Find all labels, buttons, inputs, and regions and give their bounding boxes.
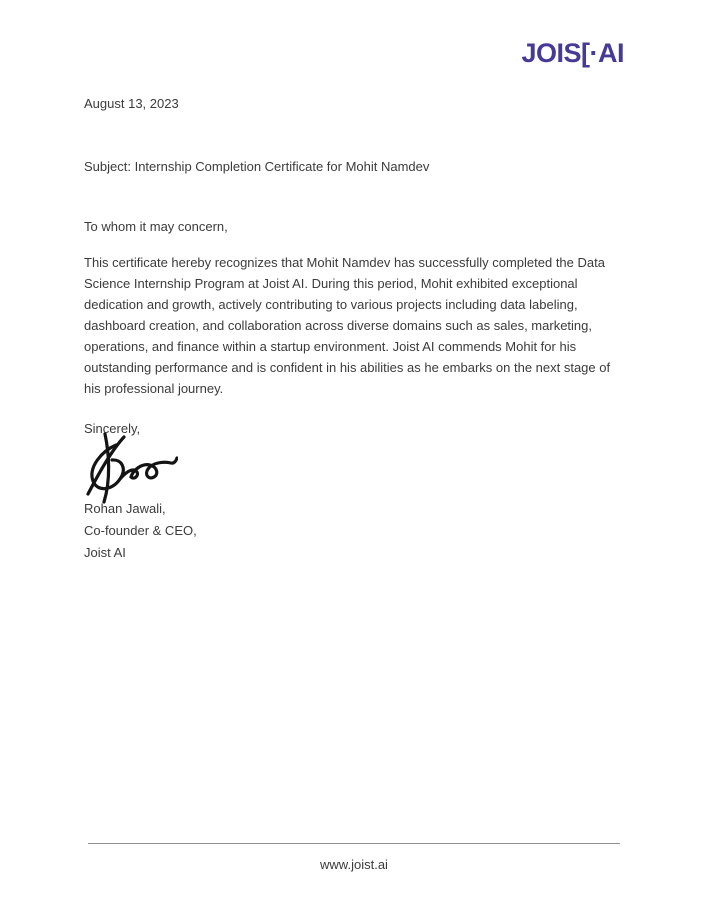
signature-scribble [78, 429, 178, 505]
body-line: dashboard creation, and collaboration across diverse domains such as sales, marketing, [84, 318, 592, 333]
signer-name: Rohan Jawali, [84, 501, 166, 516]
letter-date: August 13, 2023 [84, 96, 179, 111]
signer-title: Co-founder & CEO, [84, 523, 197, 538]
joist-ai-logo: JOIS[·AI [521, 38, 624, 68]
body-line: outstanding performance and is confident in his abilities as he embarks on the next stage of [84, 360, 611, 375]
subject-line: Subject: Internship Completion Certificate for Mohit Namdev [84, 159, 430, 174]
body-line: his professional journey. [84, 381, 224, 396]
body-line: Science Internship Program at Joist AI. During this period, Mohit exhibited exceptional [84, 276, 578, 291]
closing: Sincerely, [84, 421, 141, 436]
footer-url: www.joist.ai [320, 857, 388, 872]
salutation: To whom it may concern, [84, 219, 228, 234]
body-line: This certificate hereby recognizes that Mohit Namdev has successfully completed the Data [84, 255, 605, 270]
body-line: dedication and growth, actively contributing to various projects including data labeling, [84, 297, 578, 312]
signer-company: Joist AI [84, 545, 126, 560]
signature-icon [78, 429, 178, 505]
signer-block [84, 498, 197, 564]
body-line: operations, and finance within a startup environment. Joist AI commends Mohit for his [84, 339, 577, 354]
footer-divider [88, 843, 620, 844]
letter-body [84, 252, 610, 399]
